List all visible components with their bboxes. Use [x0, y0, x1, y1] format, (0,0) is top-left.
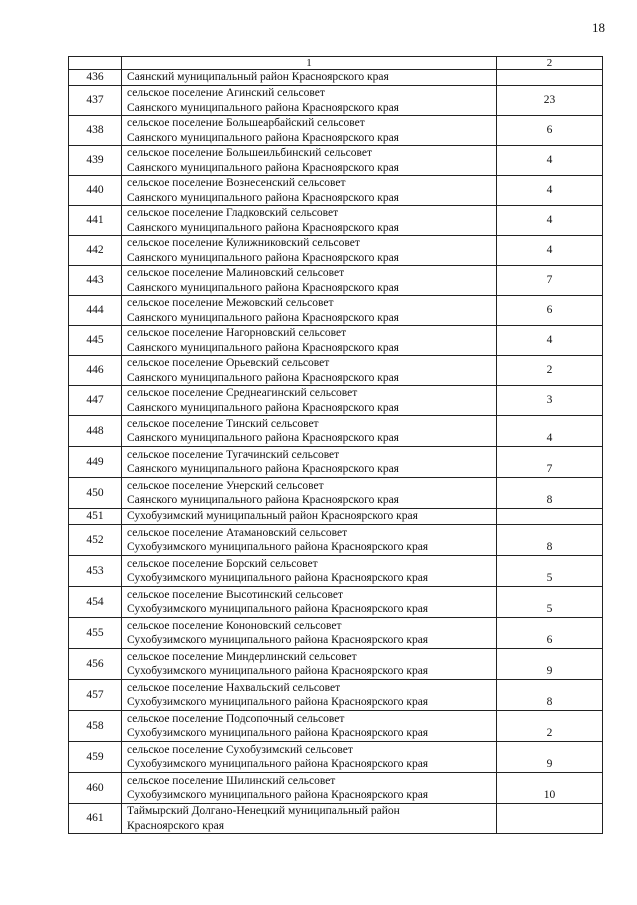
header-row — [69, 57, 603, 70]
row-value: 4 — [497, 176, 603, 206]
row-name-line: Саянского муниципального района Красноярского края — [127, 311, 399, 324]
row-name-line: сельское поселение Орьевский сельсовет — [127, 357, 330, 369]
table-body — [69, 57, 603, 834]
row-name — [122, 447, 497, 478]
table-row — [69, 236, 603, 266]
row-name — [122, 556, 497, 587]
row-name — [122, 266, 497, 296]
row-name — [122, 326, 497, 356]
row-number: 445 — [69, 326, 122, 356]
row-value: 7 — [497, 447, 603, 478]
row-name-line: Саянского муниципального района Красноярского края — [127, 341, 399, 354]
row-name-line: Саянского муниципального района Красноярского края — [127, 281, 399, 294]
table-row — [69, 649, 603, 680]
row-value: 4 — [497, 326, 603, 356]
row-name-line: Таймырский Долгано-Ненецкий муниципальный район — [127, 805, 400, 817]
row-name — [122, 176, 497, 206]
row-number: 443 — [69, 266, 122, 296]
row-name-line: Саянского муниципального района Красноярского края — [127, 101, 399, 114]
row-name-line: сельское поселение Борский сельсовет — [127, 557, 318, 570]
row-value: 6 — [497, 296, 603, 326]
table-row — [69, 556, 603, 587]
row-number: 437 — [69, 86, 122, 116]
row-value: 23 — [497, 86, 603, 116]
row-number: 447 — [69, 386, 122, 416]
table-row — [69, 326, 603, 356]
row-value: 8 — [497, 478, 603, 509]
row-number: 449 — [69, 447, 122, 478]
row-number: 455 — [69, 618, 122, 649]
row-value: 5 — [497, 556, 603, 587]
table-row — [69, 70, 603, 86]
row-name — [122, 70, 497, 86]
row-name-line: Сухобузимского муниципального района Красноярского края — [127, 727, 429, 739]
table-row — [69, 386, 603, 416]
row-name-line: Красноярского края — [127, 819, 224, 832]
header-number-cell — [69, 57, 122, 70]
row-name-line: Сухобузимского муниципального района Красноярского края — [127, 696, 429, 708]
row-number: 438 — [69, 116, 122, 146]
row-number: 450 — [69, 478, 122, 509]
row-name-line: Сухобузимского муниципального района Красноярского края — [127, 634, 429, 646]
row-name — [122, 649, 497, 680]
row-name-line: Саянского муниципального района Красноярского края — [127, 401, 399, 414]
row-name-line: Саянского муниципального района Красноярского края — [127, 463, 399, 475]
row-name-line: Саянский муниципальный район Красноярского края — [127, 71, 389, 84]
row-name-line: сельское поселение Большеарбайский сельсовет — [127, 117, 365, 129]
row-name-line: Саянского муниципального района Красноярского края — [127, 251, 399, 264]
row-name-line: сельское поселение Нахвальский сельсовет — [127, 681, 341, 694]
row-value: 2 — [497, 711, 603, 742]
row-name-line: Саянского муниципального района Красноярского края — [127, 371, 399, 384]
row-number: 453 — [69, 556, 122, 587]
row-number: 454 — [69, 587, 122, 618]
table-row — [69, 509, 603, 525]
table-row — [69, 742, 603, 773]
table-row — [69, 447, 603, 478]
row-name-line: Саянского муниципального района Красноярского края — [127, 161, 399, 174]
row-name — [122, 386, 497, 416]
table-row — [69, 296, 603, 326]
table-row — [69, 587, 603, 618]
row-name — [122, 742, 497, 773]
row-name-line: сельское поселение Большеильбинский сельсовет — [127, 147, 372, 159]
row-number: 451 — [69, 509, 122, 525]
row-name-line: Саянского муниципального района Красноярского края — [127, 494, 399, 506]
row-name — [122, 509, 497, 525]
row-name-line: Сухобузимского муниципального района Красноярского края — [127, 541, 429, 553]
row-number: 448 — [69, 416, 122, 447]
row-name-line: сельское поселение Агинский сельсовет — [127, 87, 325, 99]
row-name — [122, 618, 497, 649]
table-row — [69, 146, 603, 176]
row-name-line: сельское поселение Высотинский сельсовет — [127, 588, 343, 601]
row-name-line: Саянского муниципального района Красноярского края — [127, 221, 399, 234]
table-row — [69, 266, 603, 296]
row-name-line: сельское поселение Среднеагинский сельсовет — [127, 387, 358, 399]
row-name — [122, 296, 497, 326]
row-number: 444 — [69, 296, 122, 326]
row-name — [122, 86, 497, 116]
row-number: 442 — [69, 236, 122, 266]
row-name — [122, 587, 497, 618]
row-value: 6 — [497, 618, 603, 649]
row-name-line: Сухобузимский муниципальный район Красноярского края — [127, 510, 418, 523]
row-name-line: сельское поселение Шилинский сельсовет — [127, 774, 336, 787]
row-name — [122, 416, 497, 447]
table-row — [69, 525, 603, 556]
table-row — [69, 804, 603, 834]
row-name — [122, 711, 497, 742]
page-number: 18 — [592, 20, 605, 35]
row-name-line: Сухобузимского муниципального района Красноярского края — [127, 665, 429, 677]
header-col1: 1 — [122, 57, 497, 70]
row-value — [497, 70, 603, 86]
row-number: 441 — [69, 206, 122, 236]
row-name-line: сельское поселение Тугачинский сельсовет — [127, 448, 340, 461]
row-name-line: Сухобузимского муниципального района Красноярского края — [127, 572, 429, 584]
row-value: 4 — [497, 236, 603, 266]
row-number: 458 — [69, 711, 122, 742]
row-number: 446 — [69, 356, 122, 386]
row-name-line: сельское поселение Малиновский сельсовет — [127, 267, 345, 279]
row-value: 10 — [497, 773, 603, 804]
row-name-line: сельское поселение Кулижниковский сельсовет — [127, 237, 360, 249]
row-number: 461 — [69, 804, 122, 834]
row-name-line: сельское поселение Тинский сельсовет — [127, 417, 319, 430]
row-name-line: сельское поселение Гладковский сельсовет — [127, 207, 339, 219]
row-name — [122, 773, 497, 804]
row-value: 4 — [497, 416, 603, 447]
row-value: 7 — [497, 266, 603, 296]
row-value: 3 — [497, 386, 603, 416]
row-name-line: сельское поселение Сухобузимский сельсовет — [127, 743, 353, 756]
row-name — [122, 525, 497, 556]
row-name — [122, 236, 497, 266]
row-number: 459 — [69, 742, 122, 773]
row-name-line: сельское поселение Межовский сельсовет — [127, 297, 334, 309]
row-name — [122, 680, 497, 711]
row-value: 4 — [497, 146, 603, 176]
table-row — [69, 206, 603, 236]
row-value: 5 — [497, 587, 603, 618]
row-number: 436 — [69, 70, 122, 86]
row-number: 440 — [69, 176, 122, 206]
row-name — [122, 478, 497, 509]
row-number: 460 — [69, 773, 122, 804]
table-row — [69, 116, 603, 146]
row-name-line: сельское поселение Кононовский сельсовет — [127, 619, 342, 632]
row-name-line: сельское поселение Миндерлинский сельсовет — [127, 650, 357, 663]
row-name-line: Сухобузимского муниципального района Красноярского края — [127, 789, 429, 801]
row-number: 456 — [69, 649, 122, 680]
table-row — [69, 478, 603, 509]
row-name-line: Саянского муниципального района Красноярского края — [127, 131, 399, 144]
row-name-line: сельское поселение Нагорновский сельсовет — [127, 327, 347, 339]
row-value: 8 — [497, 680, 603, 711]
row-name — [122, 356, 497, 386]
row-name-line: Саянского муниципального района Красноярского края — [127, 432, 399, 444]
row-name-line: Саянского муниципального района Красноярского края — [127, 191, 399, 204]
row-name-line: сельское поселение Унерский сельсовет — [127, 479, 324, 492]
table-row — [69, 416, 603, 447]
row-name — [122, 146, 497, 176]
row-number: 439 — [69, 146, 122, 176]
row-name — [122, 116, 497, 146]
municipalities-table — [68, 56, 603, 834]
row-value: 9 — [497, 649, 603, 680]
table-row — [69, 711, 603, 742]
row-value: 9 — [497, 742, 603, 773]
row-number: 452 — [69, 525, 122, 556]
row-number: 457 — [69, 680, 122, 711]
table-row — [69, 356, 603, 386]
row-name-line: сельское поселение Вознесенский сельсовет — [127, 177, 346, 189]
row-value: 8 — [497, 525, 603, 556]
table-row — [69, 680, 603, 711]
row-name — [122, 804, 497, 834]
row-name — [122, 206, 497, 236]
table-row — [69, 86, 603, 116]
row-name-line: Сухобузимского муниципального района Красноярского края — [127, 603, 429, 615]
table-row — [69, 773, 603, 804]
row-name-line: сельское поселение Атамановский сельсовет — [127, 526, 348, 539]
table-row — [69, 618, 603, 649]
table-row — [69, 176, 603, 206]
row-value: 6 — [497, 116, 603, 146]
row-name-line: сельское поселение Подсопочный сельсовет — [127, 712, 345, 725]
row-value: 2 — [497, 356, 603, 386]
row-value — [497, 804, 603, 834]
row-value — [497, 509, 603, 525]
header-col2: 2 — [497, 57, 603, 70]
row-value: 4 — [497, 206, 603, 236]
row-name-line: Сухобузимского муниципального района Красноярского края — [127, 758, 429, 770]
